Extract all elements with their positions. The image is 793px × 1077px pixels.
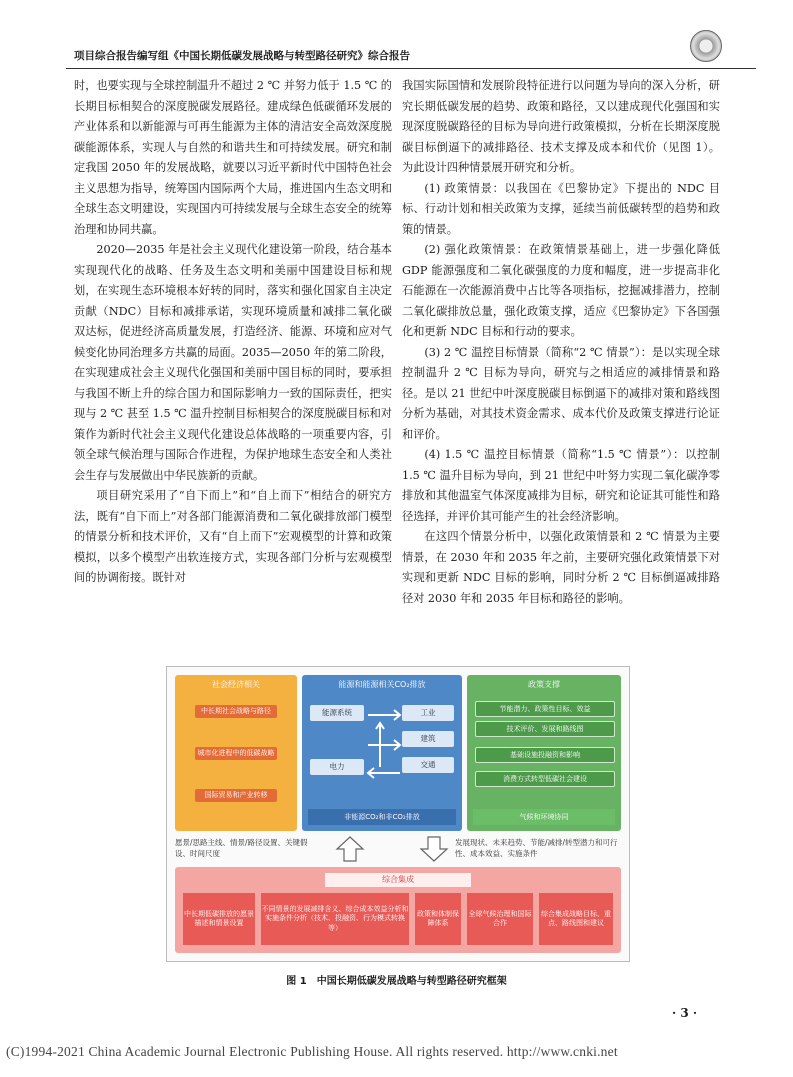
energy-panel bbox=[302, 675, 462, 831]
paragraph: 时，也要实现与全球控制温升不超过 2 ℃ 并努力低于 1.5 ℃ 的长期目标相契合的深度脱碳发展路径。建成绿色低碳循环发展的产业体系和以新能源与可再生能源为主体的清洁安全高效深度脱碳能源体系，实现人与自然的和谐共生和可持续发展。研究和制定我国 2050 年的发展战略，就要以习近平新时代中国特色社会主义思想为指导，统筹国内国际两个大局，推进国内生态文明和全球生态文明建设，实现国内可持续发展与全球生态安全的统筹治理和协同共赢。 bbox=[74, 79, 392, 236]
integration-panel bbox=[175, 867, 621, 953]
panel-title: 政策支撑 bbox=[528, 680, 560, 689]
integration-item: 不同情景的发展减排含义、综合成本效益分析和实施条件分析（技术、投融资、行为模式转换等） bbox=[261, 893, 409, 945]
header-title: 项目综合报告编写组《中国长期低碳发展战略与转型路径研究》综合报告 bbox=[74, 50, 410, 62]
social-item: 国际贸易和产业转移 bbox=[195, 789, 277, 802]
research-framework-figure bbox=[166, 666, 630, 962]
paragraph: (4) 1.5 ℃ 温控目标情景（简称“1.5 ℃ 情景”）：以控制 1.5 ℃ 温升目标为导向，到 21 世纪中叶努力实现二氧化碳净零排放和其他温室气体深度减排为目标，研究和论证其可能性和路径选择，并评价其可能产生的社会经济影响。 bbox=[402, 448, 720, 523]
right-note: 发展现状、未来趋势、节能/减排/转型潜力和可行性、成本效益、实施条件 bbox=[455, 838, 618, 858]
integration-item: 中长期低碳排放的愿景描述和情景设置 bbox=[183, 893, 255, 945]
paragraph: 在这四个情景分析中，以强化政策情景和 2 ℃ 情景为主要情景，在 2030 年和 2035 年之前，主要研究强化政策情景下对实现和更新 NDC 目标的影响，同时分析 2 ℃ 目标倒逼减排路径对 2030 年和 2035 年目标和路径的影响。 bbox=[402, 530, 720, 605]
policy-bottom-bar: 气候和环境协同 bbox=[473, 809, 615, 825]
social-economic-panel bbox=[175, 675, 297, 831]
left-column bbox=[74, 76, 392, 589]
panel-title: 能源和能源相关CO₂排放 bbox=[338, 680, 426, 689]
right-column bbox=[402, 76, 720, 609]
integration-item: 全球气候治理和国际合作 bbox=[467, 893, 533, 945]
policy-item: 技术评价、发展和路线图 bbox=[475, 721, 615, 737]
energy-right-item: 建筑 bbox=[402, 731, 454, 747]
paragraph: (1) 政策情景：以我国在《巴黎协定》下提出的 NDC 目标、行动计划和相关政策为支撑，延续当前低碳转型的趋势和政策的情景。 bbox=[402, 181, 720, 236]
policy-item: 消费方式转型低碳社会建设 bbox=[475, 771, 615, 787]
energy-bottom-bar: 非能源CO₂和非CO₂排放 bbox=[308, 809, 456, 825]
energy-right-item: 工业 bbox=[402, 705, 454, 721]
panel-title: 社会经济相关 bbox=[212, 680, 260, 689]
page-number: · 3 · bbox=[672, 1006, 698, 1020]
down-arrow-icon bbox=[419, 835, 449, 863]
institution-logo-icon bbox=[690, 30, 722, 62]
figure-caption: 图 1 中国长期低碳发展战略与转型路径研究框架 bbox=[286, 976, 507, 987]
social-item: 城市化进程中的低碳战略 bbox=[195, 747, 277, 760]
paragraph: 项目研究采用了“自下而上”和“自上而下”相结合的研究方法，既有“自下而上”对各部门能源消费和二氧化碳排放部门模型的情景分析和技术评价，又有“自上而下”宏观模型的计算和政策模拟，以多个模型产出软连接方式，实现各部门分析与宏观模型间的协调衔接。既针对 bbox=[74, 489, 392, 584]
header-rule bbox=[66, 68, 756, 69]
exchange-arrows-icon bbox=[366, 707, 402, 787]
social-item: 中长期社会战略与路径 bbox=[195, 705, 277, 718]
paragraph: 我国实际国情和发展阶段特征进行以问题为导向的深入分析，研究长期低碳发展的趋势、政策和路径，又以建成现代化强国和实现深度脱碳路径的目标为导向进行政策模拟，分析在长期深度脱碳目标倒逼下的减排路径、技术支撑及成本和代价（见图 1）。为此设计四种情景展开研究和分析。 bbox=[402, 79, 720, 174]
left-note: 愿景/思路主线、情景/路径设置、关键假设、时间尺度 bbox=[175, 838, 308, 858]
integration-title: 综合集成 bbox=[325, 873, 471, 887]
paragraph: (3) 2 ℃ 温控目标情景（简称“2 ℃ 情景”）：是以实现全球控制温升 2 ℃ 目标为导向，研究与之相适应的减排情景和路径。是以 21 世纪中叶深度脱碳目标倒逼下的减排对策和路线图分析为基础，对其技术资金需求、成本代价及政策支撑进行论证和评价。 bbox=[402, 345, 720, 441]
paragraph: 2020—2035 年是社会主义现代化建设第一阶段，结合基本实现现代化的战略、任务及生态文明和美丽中国建设目标和规划，在实现生态环境根本好转的同时，落实和强化国家自主决定贡献（NDC）目标和减排承诺，实现环境质量和减排二氧化碳双达标，促进经济高质量发展，打造经济、能源、环境和应对气候变化协同治理多方共赢的局面。2035—2050 年的第二阶段，在实现建成社会主义现代化强国和美丽中国目标的同时，要承担与我国不断上升的综合国力和国际影响力一致的国际责任，把实现与 2 ℃ 甚至 1.5 ℃ 温升控制目标相契合的深度脱碳目标和对策作为新时代社会主义现代化建设总体战略的一项重要内容，引领全球气候治理与国际合作进程，为保护地球生态安全和人类社会生存与发展做出中华民族新的贡献。 bbox=[74, 243, 392, 482]
energy-right-item: 交通 bbox=[402, 757, 454, 773]
energy-left-item: 能源系统 bbox=[310, 705, 364, 721]
integration-item: 政策和体制保障体系 bbox=[415, 893, 461, 945]
copyright-footer: (C)1994-2021 China Academic Journal Electronic Publishing House. All rights reserved. http://www.cnki.net bbox=[6, 1044, 618, 1059]
energy-left-item: 电力 bbox=[310, 759, 364, 775]
policy-panel bbox=[467, 675, 621, 831]
integration-item: 综合集成战略目标、重点、路线图和建议 bbox=[539, 893, 613, 945]
page-header bbox=[66, 40, 728, 62]
up-arrow-icon bbox=[335, 835, 365, 863]
paragraph: (2) 强化政策情景：在政策情景基础上，进一步强化降低 GDP 能源强度和二氧化碳强度的力度和幅度，进一步提高非化石能源在一次能源消费中占比等各项指标，挖掘减排潜力，控制二氧化碳排放总量，强化政策支撑，适应《巴黎协定》下各国强化和更新 NDC 目标和行动的要求。 bbox=[402, 243, 720, 338]
policy-item: 基础设施投融资和影响 bbox=[475, 747, 615, 763]
policy-item: 节能潜力、政策性目标、效益 bbox=[475, 701, 615, 717]
